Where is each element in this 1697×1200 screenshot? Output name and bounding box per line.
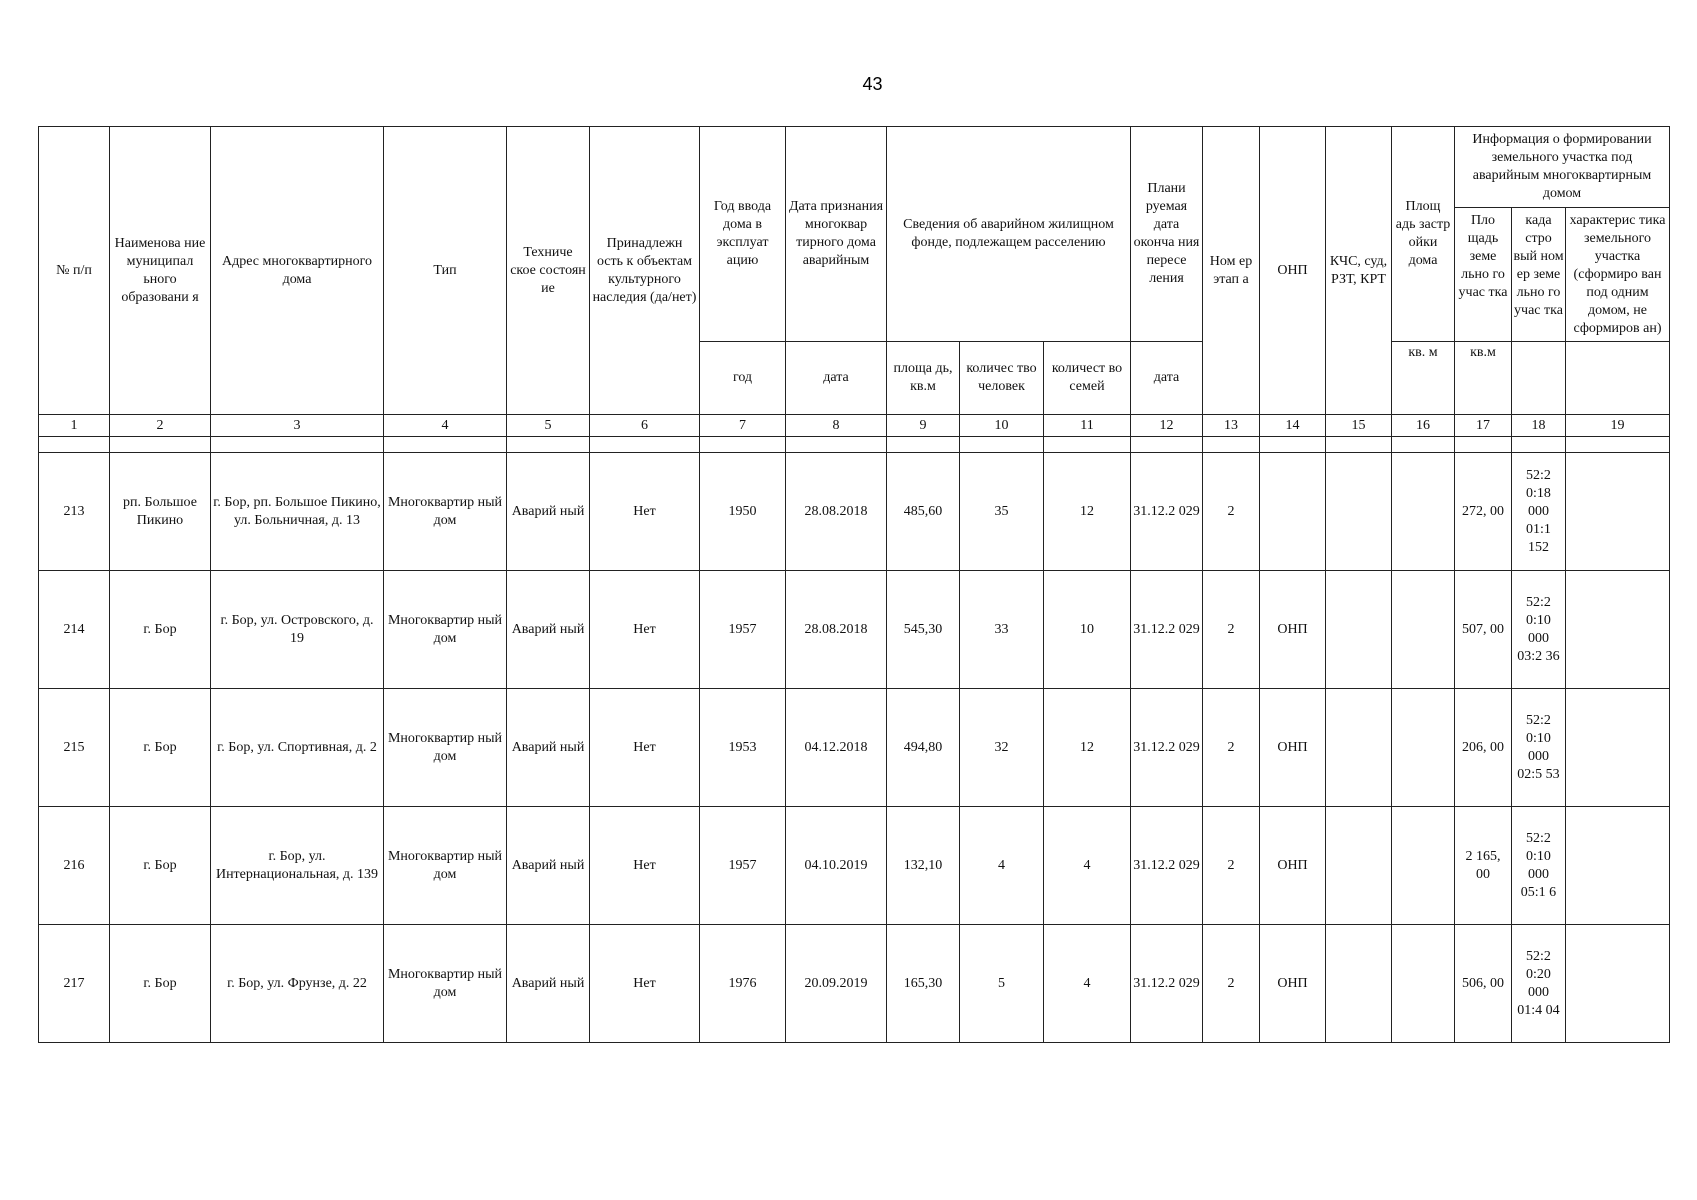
subheader-year: год: [700, 342, 786, 415]
cell-onp-mark: ОНП: [1260, 807, 1326, 925]
cell-kchs-mark: [1326, 571, 1392, 689]
subheader-people: количес тво человек: [960, 342, 1044, 415]
header-address: Адрес многоквартирного дома: [211, 127, 384, 415]
spacer-cell: [1044, 437, 1131, 453]
header-housing-info: Сведения об аварийном жилищном фонде, подлежащем расселению: [887, 127, 1131, 342]
column-number: 6: [590, 415, 700, 437]
cell-row-number: 217: [39, 925, 110, 1043]
table-row: [39, 689, 1670, 807]
cell-municipality: г. Бор: [110, 571, 211, 689]
cell-stage-number: 2: [1203, 571, 1260, 689]
cell-family-count: 12: [1044, 453, 1131, 571]
header-heritage: Принадлежн ость к объектам культурного наследия (да/нет): [590, 127, 700, 415]
cell-municipality: г. Бор: [110, 925, 211, 1043]
header-num: № п/п: [39, 127, 110, 415]
cell-recognition-date: 04.12.2018: [786, 689, 887, 807]
cell-family-count: 10: [1044, 571, 1131, 689]
cell-building-area: [1392, 453, 1455, 571]
header-type: Тип: [384, 127, 507, 415]
column-number: 3: [211, 415, 384, 437]
header-plot-area: Пло щадь земе льно го учас тка: [1455, 208, 1512, 341]
cell-plot-area: 206, 00: [1455, 689, 1512, 807]
cell-municipality: г. Бор: [110, 807, 211, 925]
spacer-cell: [1326, 437, 1392, 453]
column-number: 11: [1044, 415, 1131, 437]
page-number: 43: [862, 74, 883, 94]
cell-commission-year: 1953: [700, 689, 786, 807]
subheader-end-date: дата: [1131, 342, 1203, 415]
cell-technical-condition: Аварий ный: [507, 689, 590, 807]
spacer-cell: [1512, 437, 1566, 453]
table-row: [39, 925, 1670, 1043]
cell-people-count: 4: [960, 807, 1044, 925]
cell-commission-year: 1957: [700, 807, 786, 925]
column-number: 17: [1455, 415, 1512, 437]
cell-people-count: 35: [960, 453, 1044, 571]
column-number: 13: [1203, 415, 1260, 437]
column-number: 5: [507, 415, 590, 437]
column-number: 15: [1326, 415, 1392, 437]
cell-planned-end-date: 31.12.2 029: [1131, 453, 1203, 571]
table-row: [39, 453, 1670, 571]
table-row: [39, 571, 1670, 689]
column-number: 18: [1512, 415, 1566, 437]
header-stage: Ном ер этап а: [1203, 127, 1260, 415]
cell-technical-condition: Аварий ный: [507, 571, 590, 689]
cell-cadastral-number: 52:2 0:20 000 01:4 04: [1512, 925, 1566, 1043]
header-year: Год ввода дома в эксплуат ацию: [700, 127, 786, 342]
cell-heritage-status: Нет: [590, 571, 700, 689]
subheader-building-area: кв. м: [1392, 342, 1455, 415]
cell-building-type: Многоквартир ный дом: [384, 925, 507, 1043]
cell-kchs-mark: [1326, 689, 1392, 807]
cell-row-number: 215: [39, 689, 110, 807]
spacer-cell: [1260, 437, 1326, 453]
column-number: 10: [960, 415, 1044, 437]
spacer-cell: [590, 437, 700, 453]
column-number: 7: [700, 415, 786, 437]
cell-kchs-mark: [1326, 925, 1392, 1043]
column-number: 4: [384, 415, 507, 437]
cell-heritage-status: Нет: [590, 689, 700, 807]
cell-stage-number: 2: [1203, 807, 1260, 925]
cell-plot-characteristic: [1566, 453, 1670, 571]
cell-housing-area: 485,60: [887, 453, 960, 571]
cell-cadastral-number: 52:2 0:10 000 02:5 53: [1512, 689, 1566, 807]
subheader-date: дата: [786, 342, 887, 415]
cell-planned-end-date: 31.12.2 029: [1131, 571, 1203, 689]
cell-building-area: [1392, 925, 1455, 1043]
cell-cadastral-number: 52:2 0:10 000 03:2 36: [1512, 571, 1566, 689]
table-row: [39, 807, 1670, 925]
cell-people-count: 5: [960, 925, 1044, 1043]
cell-recognition-date: 28.08.2018: [786, 571, 887, 689]
column-number: 19: [1566, 415, 1670, 437]
header-onp: ОНП: [1260, 127, 1326, 415]
spacer-cell: [1392, 437, 1455, 453]
subheader-characteristic-cont: [1566, 342, 1670, 415]
cell-address: г. Бор, ул. Спортивная, д. 2: [211, 689, 384, 807]
column-number: 12: [1131, 415, 1203, 437]
header-municipality: Наименова ние муниципал ьного образовани я: [110, 127, 211, 415]
cell-address: г. Бор, ул. Островского, д. 19: [211, 571, 384, 689]
cell-building-area: [1392, 571, 1455, 689]
header-end-date: Плани руемая дата оконча ния пересе ления: [1131, 127, 1203, 342]
cell-technical-condition: Аварий ный: [507, 807, 590, 925]
cell-municipality: г. Бор: [110, 689, 211, 807]
cell-planned-end-date: 31.12.2 029: [1131, 689, 1203, 807]
cell-housing-area: 494,80: [887, 689, 960, 807]
header-recognition-date: Дата признания многоквар тирного дома аварийным: [786, 127, 887, 342]
spacer-cell: [1566, 437, 1670, 453]
subheader-plot-area: кв.м: [1455, 342, 1512, 415]
column-numbers-row: [39, 415, 1670, 437]
subheader-cadastral-cont: [1512, 342, 1566, 415]
cell-heritage-status: Нет: [590, 925, 700, 1043]
cell-plot-characteristic: [1566, 925, 1670, 1043]
cell-plot-characteristic: [1566, 807, 1670, 925]
spacer-cell: [110, 437, 211, 453]
cell-building-type: Многоквартир ный дом: [384, 571, 507, 689]
cell-address: г. Бор, ул. Фрунзе, д. 22: [211, 925, 384, 1043]
cell-onp-mark: [1260, 453, 1326, 571]
header-land-plot-group: [1455, 127, 1670, 342]
cell-plot-area: 272, 00: [1455, 453, 1512, 571]
spacer-cell: [1203, 437, 1260, 453]
cell-cadastral-number: 52:2 0:10 000 05:1 6: [1512, 807, 1566, 925]
cell-recognition-date: 20.09.2019: [786, 925, 887, 1043]
header-kchs: КЧС, суд, РЗТ, КРТ: [1326, 127, 1392, 415]
cell-heritage-status: Нет: [590, 453, 700, 571]
cell-planned-end-date: 31.12.2 029: [1131, 807, 1203, 925]
spacer-cell: [507, 437, 590, 453]
column-number: 14: [1260, 415, 1326, 437]
cell-cadastral-number: 52:2 0:18 000 01:1 152: [1512, 453, 1566, 571]
spacer-cell: [887, 437, 960, 453]
cell-family-count: 12: [1044, 689, 1131, 807]
cell-stage-number: 2: [1203, 689, 1260, 807]
header-row: [39, 127, 1670, 342]
header-building-area: Площ адь застр ойки дома: [1392, 127, 1455, 342]
cell-address: г. Бор, ул. Интернациональная, д. 139: [211, 807, 384, 925]
cell-plot-area: 2 165, 00: [1455, 807, 1512, 925]
cell-kchs-mark: [1326, 807, 1392, 925]
spacer-cell: [786, 437, 887, 453]
cell-family-count: 4: [1044, 925, 1131, 1043]
spacer-cell: [700, 437, 786, 453]
spacer-row: [39, 437, 1670, 453]
column-number: 2: [110, 415, 211, 437]
emergency-housing-table: [38, 126, 1670, 1043]
cell-people-count: 33: [960, 571, 1044, 689]
spacer-cell: [384, 437, 507, 453]
cell-onp-mark: ОНП: [1260, 925, 1326, 1043]
cell-stage-number: 2: [1203, 925, 1260, 1043]
cell-municipality: рп. Большое Пикино: [110, 453, 211, 571]
cell-building-type: Многоквартир ный дом: [384, 453, 507, 571]
subheader-area: площа дь, кв.м: [887, 342, 960, 415]
cell-row-number: 214: [39, 571, 110, 689]
cell-technical-condition: Аварий ный: [507, 925, 590, 1043]
header-condition: Техниче ское состоян ие: [507, 127, 590, 415]
cell-plot-characteristic: [1566, 571, 1670, 689]
cell-plot-characteristic: [1566, 689, 1670, 807]
cell-commission-year: 1957: [700, 571, 786, 689]
spacer-cell: [960, 437, 1044, 453]
cell-building-area: [1392, 807, 1455, 925]
cell-commission-year: 1950: [700, 453, 786, 571]
column-number: 16: [1392, 415, 1455, 437]
subheader-families: количест во семей: [1044, 342, 1131, 415]
column-number: 1: [39, 415, 110, 437]
cell-housing-area: 545,30: [887, 571, 960, 689]
cell-housing-area: 132,10: [887, 807, 960, 925]
spacer-cell: [211, 437, 384, 453]
cell-technical-condition: Аварий ный: [507, 453, 590, 571]
cell-recognition-date: 28.08.2018: [786, 453, 887, 571]
cell-kchs-mark: [1326, 453, 1392, 571]
cell-housing-area: 165,30: [887, 925, 960, 1043]
cell-stage-number: 2: [1203, 453, 1260, 571]
cell-building-area: [1392, 689, 1455, 807]
spacer-cell: [1131, 437, 1203, 453]
column-number: 8: [786, 415, 887, 437]
cell-plot-area: 507, 00: [1455, 571, 1512, 689]
cell-planned-end-date: 31.12.2 029: [1131, 925, 1203, 1043]
header-cadastral: када стро вый ном ер земе льно го учас тка: [1512, 208, 1566, 341]
cell-onp-mark: ОНП: [1260, 571, 1326, 689]
cell-row-number: 213: [39, 453, 110, 571]
spacer-cell: [1455, 437, 1512, 453]
spacer-cell: [39, 437, 110, 453]
cell-row-number: 216: [39, 807, 110, 925]
cell-address: г. Бор, рп. Большое Пикино, ул. Больничная, д. 13: [211, 453, 384, 571]
cell-heritage-status: Нет: [590, 807, 700, 925]
cell-recognition-date: 04.10.2019: [786, 807, 887, 925]
cell-building-type: Многоквартир ный дом: [384, 689, 507, 807]
cell-building-type: Многоквартир ный дом: [384, 807, 507, 925]
header-land-plot-info: Информация о формировании земельного участка под аварийным многоквартирным домом: [1455, 127, 1669, 208]
cell-onp-mark: ОНП: [1260, 689, 1326, 807]
header-characteristic: характерис тика земельного участка (сформиро ван под одним домом, не сформиров ан): [1569, 213, 1666, 336]
cell-plot-area: 506, 00: [1455, 925, 1512, 1043]
cell-family-count: 4: [1044, 807, 1131, 925]
column-number: 9: [887, 415, 960, 437]
cell-commission-year: 1976: [700, 925, 786, 1043]
cell-people-count: 32: [960, 689, 1044, 807]
